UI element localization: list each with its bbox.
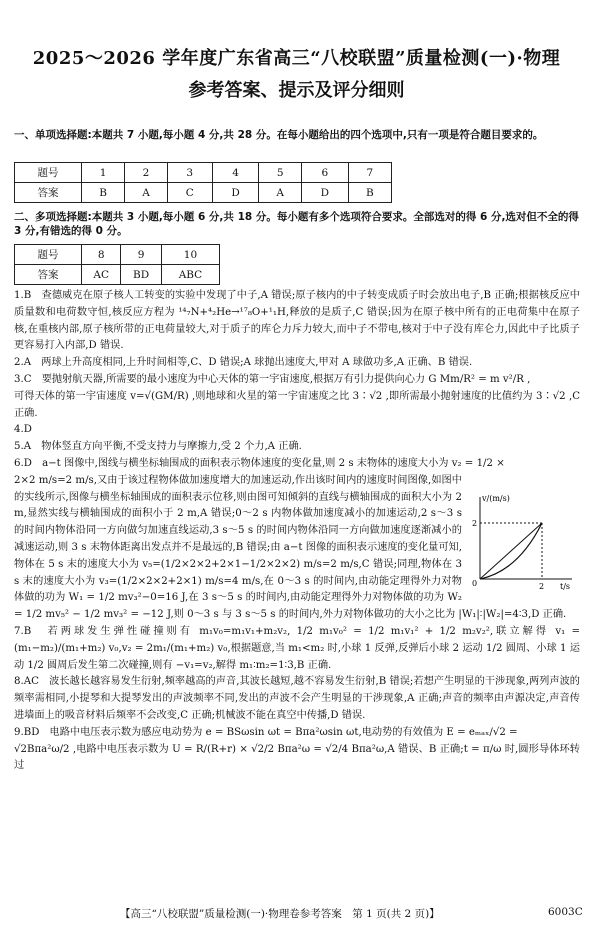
explanation-q8: 8.AC 波长越长越容易发生衍射,频率越高的声音,其波长越短,越不容易发生衍射,B 错误;若想产生明显的干涉现象,两列声波的频率需相同,小提琴和大提琴发出的声波频率不同,发出的声波不会产生明显的干涉现象,A 正确;声音的频率由声源决定,声音传进墙面上的吸音材料后频率不会改变,C 正确;机械波不能在真空中传播,D 错误. (14, 676, 580, 721)
table-cell: 5 (259, 163, 302, 183)
table-cell: 6 (302, 163, 349, 183)
table-row (15, 245, 220, 265)
graph-origin: 0 (472, 578, 478, 588)
table-cell: C (167, 183, 212, 203)
table-cell: 9 (121, 245, 162, 265)
row-label: 题号 (15, 163, 82, 183)
table-cell: B (348, 183, 391, 203)
page-title: 2025～2026 学年度广东省高三“八校联盟”质量检测(一)·物理 (32, 48, 561, 69)
explanation-q3-cont: 可得天体的第一宇宙速度 v=√(GM/R) ,则地球和火星的第一宇宙速度之比 3∶√2 ,即所需最小抛射速度的比值约为 3∶√2 ,C 正确. (14, 390, 580, 419)
explanation-q3: 3.C 要抛射航天器,所需要的最小速度为中心天体的第一宇宙速度,根据万有引力提供向心力 G Mm/R² = m v²/R , (14, 373, 531, 385)
explanation-q2: 2.A 两球上升高度相同,上升时间相等,C、D 错误;A 球抛出速度大,甲对 A 球做功多,A 正确、B 错误. (14, 357, 473, 369)
row-label: 题号 (15, 245, 82, 265)
section1-heading: 一、单项选择题:本题共 7 小题,每小题 4 分,共 28 分。在每小题给出的四个选项中,只有一项是符合题目要求的。 (14, 129, 544, 141)
velocity-time-graph (468, 491, 578, 591)
table-row (15, 183, 392, 203)
explanation-q9: 9.BD 电路中电压表示数为感应电动势为 e = BSωsin ωt = Bπa²ωsin ωt,电动势的有效值为 E = eₘₐₓ/√2 = (14, 726, 518, 738)
table-row (15, 265, 220, 285)
section2-heading: 二、多项选择题:本题共 3 小题,每小题 6 分,共 18 分。每小题有多个选项符合要求。全部选对的得 6 分,选对但不全的得 3 分,有错选的得 0 分。 (14, 211, 579, 237)
row-label: 答案 (15, 265, 82, 285)
section2-answer-table (14, 244, 220, 285)
explanation-q4: 4.D (14, 424, 32, 436)
table-cell: B (82, 183, 125, 203)
row-label: 答案 (15, 183, 82, 203)
table-cell: D (212, 183, 259, 203)
explanation-q5: 5.A 物体竖直方向平衡,不受支持力与摩擦力,受 2 个力,A 正确. (14, 441, 302, 453)
table-cell: BD (121, 265, 162, 285)
explanation-q7: 7.B 若两球发生弹性碰撞则有 m₁v₀=m₁v₁+m₂v₂, 1/2 m₁v₀² = 1/2 m₁v₁² + 1/2 m₂v₂²,联立解得 v₁ = (m₁−m₂)/(m₁+m₂) v₀,v₂ = 2m₁/(m₁+m₂) v₀,根据题意,当 m₁<m₂ 时,小球 1 反弹,反弹后小球 2 运动 1/2 圆周、小球 1 运动 1/2 圆周后发生第二次碰撞,则有 −v₁=v₂,解得 m₁∶m₂=1∶3,B 正确. (14, 625, 580, 671)
table-cell: A (259, 183, 302, 203)
table-cell: D (302, 183, 349, 203)
graph-y-tick: 2 (472, 518, 478, 528)
explanation-q1: 1.B 查德威克在原子核人工转变的实验中发现了中子,A 错误;原子核内的中子转变成质子时会放出电子,B 正确;根据核反应中质量数和电荷数守恒,核反应方程为 ¹⁴₇N+⁴₂He→¹⁷₈O+¹₁H,释放的是质子,C 错误;因为在原子核中所有的正电荷集中在原子核,在重核内部,原子核所带的正电荷量较大,对于质子的库仑力斥力较大,而中子不带电,核对于中子没有库仑力,因此中子比质子更容易打入内部,D 错误. (14, 290, 580, 352)
table-cell: 8 (82, 245, 121, 265)
table-cell: 2 (125, 163, 168, 183)
table-cell: 1 (82, 163, 125, 183)
table-cell: 10 (161, 245, 219, 265)
table-cell: 4 (212, 163, 259, 183)
table-cell: 7 (348, 163, 391, 183)
graph-ylabel: v/(m/s) (482, 493, 510, 503)
dashed-line (480, 523, 542, 579)
table-cell: A (125, 183, 168, 203)
table-cell: ABC (161, 265, 219, 285)
table-row (15, 163, 392, 183)
graph-xlabel: t/s (560, 581, 571, 591)
page-subtitle: 参考答案、提示及评分细则 (188, 80, 405, 101)
footer-text: 【高三“八校联盟”质量检测(一)·物理卷参考答案 第 1 页(共 2 页)】 (120, 908, 440, 920)
explanation-q9-cont: √2Bπa²ω/2 ,电路中电压表示数为 U = R/(R+r) × √2/2 Bπa²ω = √2/4 Bπa²ω,A 错误、B 正确;t = π/ω 时,圆形导体环转过 (14, 743, 580, 772)
section1-answer-table (14, 162, 392, 203)
footer-code: 6003C (548, 906, 583, 918)
explanation-q6-text: 2×2 m/s=2 m/s,又由于该过程物体做加速度增大的加速运动,作出该时间内的速度时间图像,如图中的实线所示,图像与横坐标轴围成的面积表示位移,则由图可知倾斜的直线与横轴围成的面积大小为 2 m,显然实线与横轴围成的面积小于 2 m,A 错误;0～2 s 内物体做加速度减小的加速运动,2 s～3 s 的时间内物体沿同一方向做匀加速直线运动,3 s～5 s 的时间内物体沿同一方向做加速度逐渐减小的减速运动,则 3 s 末物体距离出发点并不是最远的,B 错误;由 a−t 图像的面积表示速度的变化量可知,物体在 5 s 末的速度大小为 v₅=(1/2×2×2+2×1−1/2×2×2) m/s=2 m/s,C 错误;同理,物体在 3 s 末的速度大小为 v₃=(1/2×2×2+2×1) m/s=4 m/s,在 0～3 s 的时间内,由动能定理得外力对物体做的功为 W₁ = 1/2 mv₃²−0=16 J,在 3 s～5 s 的时间内,由动能定理得外力对物体做的功为 W₂ = 1/2 mv₅² − 1/2 mv₃² = −12 J,则 0～3 s 与 3 s～5 s 的时间内,外力对物体做功的大小之比为 |W₁|∶|W₂|=4∶3,D 正确. (14, 474, 567, 621)
table-cell: 3 (167, 163, 212, 183)
table-cell: AC (82, 265, 121, 285)
graph-x-tick: 2 (539, 581, 545, 591)
explanation-q6: 6.D a−t 图像中,图线与横坐标轴围成的面积表示物体速度的变化量,则 2 s 末物体的速度大小为 v₂ = 1/2 × (14, 457, 505, 469)
